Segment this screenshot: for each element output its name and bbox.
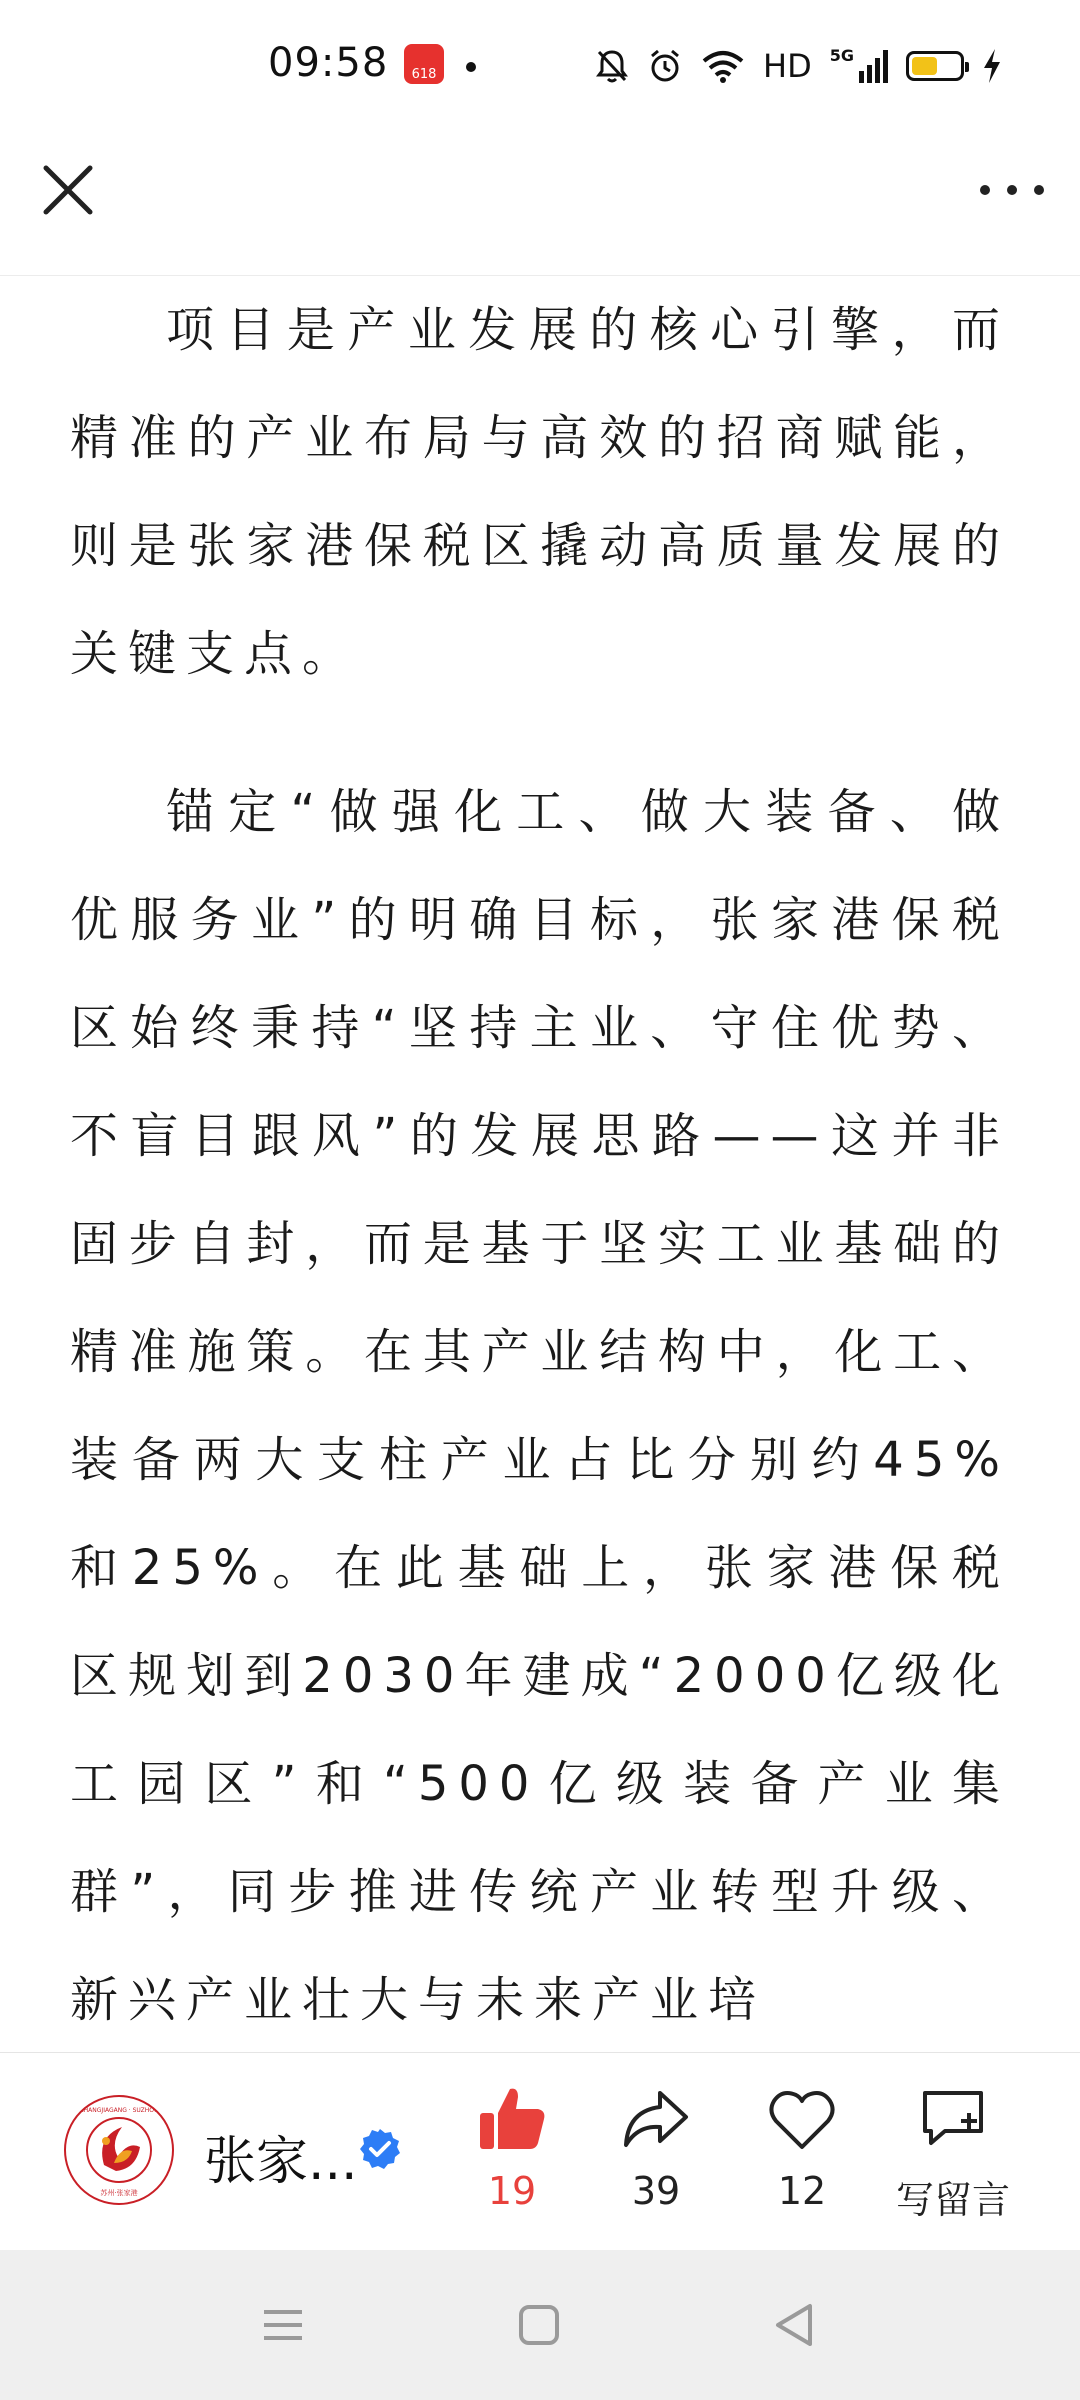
thumbs-up-icon <box>476 2083 548 2155</box>
mute-bell-icon <box>595 48 629 84</box>
menu-icon <box>258 2300 308 2350</box>
network-label: HD <box>763 47 812 85</box>
app-badge-icon: 618 <box>404 44 444 84</box>
more-dots-icon <box>1034 185 1044 195</box>
more-dots-icon <box>1007 185 1017 195</box>
close-button[interactable] <box>38 160 98 220</box>
battery-level-fill <box>912 57 937 75</box>
account-avatar[interactable] <box>64 2095 174 2205</box>
logo-text-bottom: 苏州·张家港 <box>100 2189 138 2197</box>
article-paragraph: 锚定“做强化工、做大装备、做优服务业”的明确目标，张家港保税区始终秉持“坚持主业、守住优势、不盲目跟风”的发展思路——这并非固步自封，而是基于坚实工业基础的精准施策。在其产业结构中，化工、装备两大支柱产业占比分别约45%和25%。在此基础上，张家港保税区规划到2030年建成“2000亿级化工园区”和“500亿级装备产业集群”，同步推进传统产业转型升级、新兴产业壮大与未来产业培 <box>70 784 1010 2028</box>
favorite-count: 12 <box>777 2169 827 2213</box>
comment-label: 写留言 <box>895 2178 1010 2222</box>
like-button[interactable] <box>442 2083 582 2233</box>
heart-icon <box>766 2083 838 2155</box>
system-nav-bar <box>0 2250 1080 2400</box>
more-dots-icon <box>980 185 990 195</box>
system-back-button[interactable] <box>770 2300 820 2350</box>
wifi-icon <box>701 49 745 83</box>
more-button[interactable] <box>980 170 1044 210</box>
account-logo-icon <box>66 2097 172 2203</box>
status-icons <box>595 44 1002 88</box>
share-button[interactable] <box>586 2083 726 2233</box>
bottom-action-bar <box>0 2052 1080 2251</box>
article-paragraph: 项目是产业发展的核心引擎，而精准的产业布局与高效的招商赋能，则是张家港保税区撬动高质量发展的关键支点。 <box>70 302 1010 682</box>
close-icon <box>38 160 98 220</box>
status-time: 09:58 <box>268 40 389 86</box>
share-count: 39 <box>631 2169 681 2213</box>
notification-dot-icon <box>466 62 476 72</box>
top-nav <box>0 130 1080 276</box>
system-menu-button[interactable] <box>258 2300 308 2350</box>
verified-badge-icon <box>358 2127 402 2171</box>
favorite-button[interactable] <box>732 2083 872 2233</box>
charging-icon <box>982 48 1002 84</box>
status-bar <box>0 0 1080 130</box>
alarm-icon <box>647 48 683 84</box>
battery-tip <box>965 62 969 72</box>
home-icon <box>514 2300 564 2350</box>
signal-icon <box>858 49 888 83</box>
network-gen-label: 5G <box>829 46 854 65</box>
like-count: 19 <box>487 2169 537 2213</box>
system-home-button[interactable] <box>514 2300 564 2350</box>
comment-button[interactable] <box>878 2083 1028 2233</box>
share-arrow-icon <box>620 2083 692 2155</box>
comment-add-icon <box>917 2083 989 2155</box>
account-name[interactable]: 张家... <box>204 2132 358 2192</box>
article-body[interactable] <box>0 276 1080 2052</box>
logo-text-top: ZHANGJIAGANG · SUZHOU <box>79 2107 159 2114</box>
battery-icon <box>906 51 964 81</box>
back-icon <box>770 2300 820 2350</box>
